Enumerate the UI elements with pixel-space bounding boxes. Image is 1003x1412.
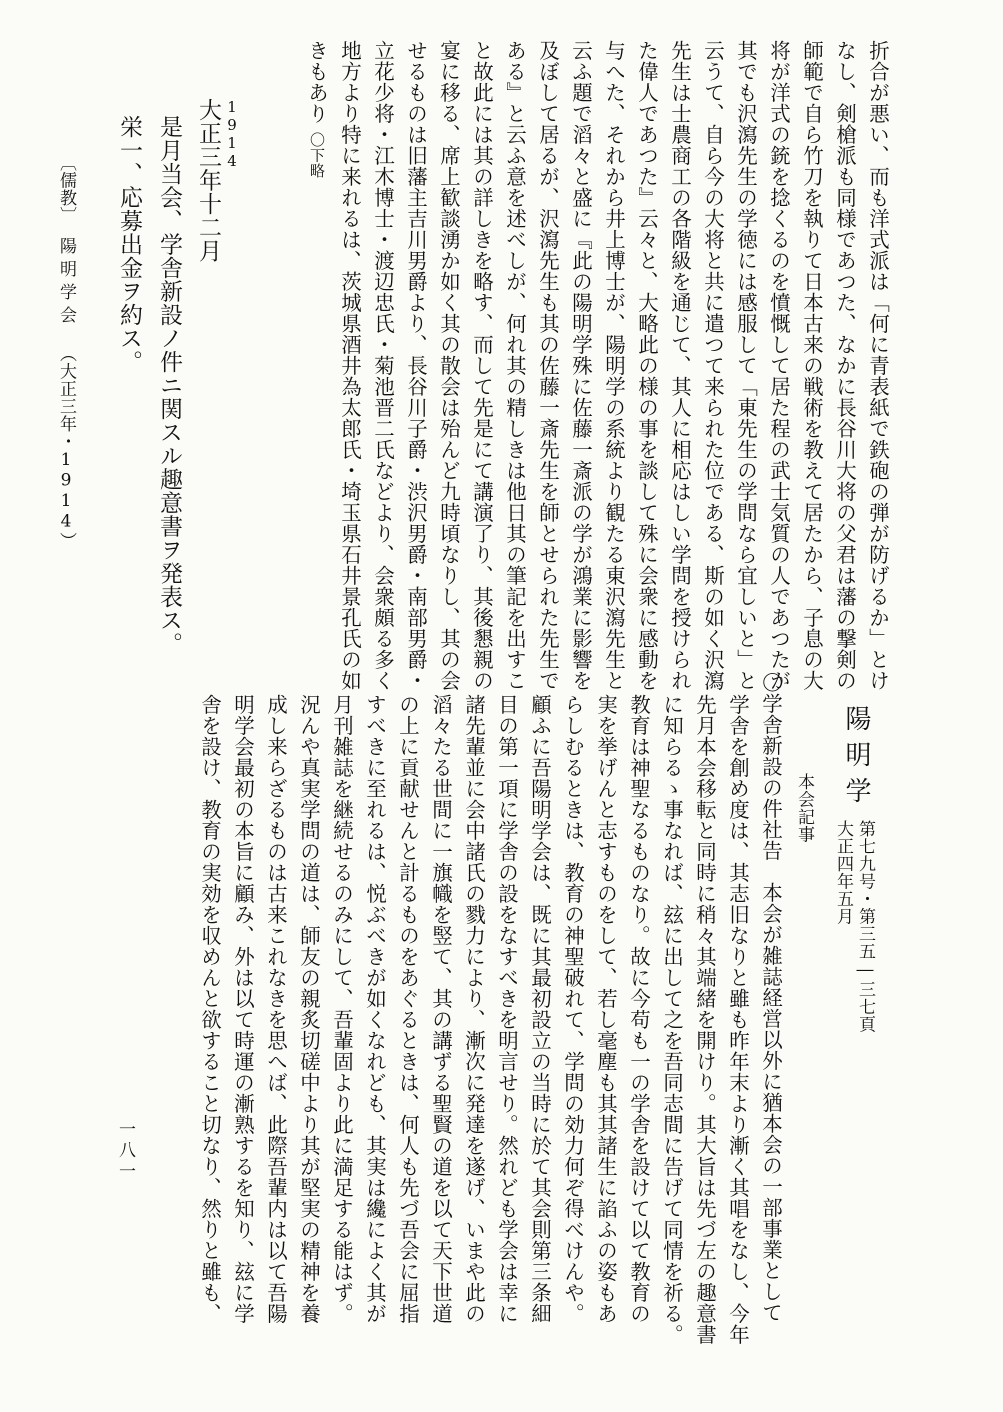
upper-line: 地方より特に来れるは、茨城県酒井為太郎氏・埼玉県石井景孔氏の如: [337, 40, 362, 691]
upper-line: ある』と云ふ意を述べしが、何れ其の精しきは他日其の筆記を出すこ: [502, 40, 527, 691]
upper-line: 及ぼして居るが、沢瀉先生も其の佐藤一斎先生を師とせられた先生で: [535, 40, 560, 691]
western-year: 1914: [223, 98, 241, 170]
entry-line-1: 是月当会、学舎新設ノ件ニ関スル趣意書ヲ発表ス。: [156, 115, 182, 656]
upper-line: 云うて、自ら今の大将と共に遣つて来られた位である、斯の如く沢瀉: [700, 40, 725, 691]
source-group: 陽明学会: [56, 237, 76, 329]
lower-line: 舎を設け、教育の実効を収めんと欲すること切なり、然りと雖も、: [197, 694, 222, 1324]
lower-line: 月刊雑誌を継続せるのみにして、吾輩固より此に満足する能はず。: [329, 694, 354, 1324]
upper-line: なし、剣槍派も同様であつた、なかに長谷川大将の父君は藩の撃剣の: [832, 40, 857, 691]
section-title: 本会記事: [794, 773, 814, 843]
omission-note: 〇下略: [308, 132, 326, 179]
upper-line: 宴に移る、席上歓談湧か如く其の散会は殆んど九時頃なりし、其の会: [436, 40, 461, 691]
page-number: 一八一: [115, 1120, 135, 1183]
lower-line: に知らるゝ事なれば、玆に出して之を吾同志間に告げて同情を祈る。: [659, 694, 684, 1345]
lower-line: 実を挙げんと志すものをして、若し毫塵も其其諸生に諂ふの姿もあ: [593, 694, 618, 1324]
upper-line: 先生は士農商工の各階級を通じて、其人に相応はしい学問を授けられ: [667, 40, 692, 691]
journal-issue: 第七九号・第三五―三七頁: [855, 820, 875, 1033]
lower-line: 先月本会移転と同時に稍々其端緒を開けり。其大旨は先づ左の趣意書: [692, 694, 717, 1345]
lower-line: 顧ふに吾陽明学会は、既に其最初設立の当時に於て其会則第三条細: [527, 694, 552, 1324]
source-period: （大正三年・1914）: [56, 345, 76, 550]
upper-line: 折合が悪い、而も洋式派は「何に青表紙で鉄砲の弾が防げるか」とけ: [865, 40, 890, 691]
lower-line: の上に貢献せんと計るものをあぐるときは、何人も先づ吾会に屈指: [395, 694, 420, 1324]
journal-title: 陽明学: [841, 705, 871, 813]
lower-line: 諸先輩並に会中諸氏の戮力により、漸次に発達を遂げ、いまや此の: [461, 694, 486, 1324]
lower-line: すべきに至れるは、悦ぶべきが如くなれども、其実は纔によく其が: [362, 694, 387, 1324]
entry-date: 大正三年十二月: [195, 98, 221, 263]
lower-line: 目の第一項に学舎の設をなすべきを明言せり。然れども学会は幸に: [494, 694, 519, 1324]
lower-line: らしむるときは、教育の神聖破れて、学問の効力何ぞ得べけんや。: [560, 694, 585, 1324]
lower-line: 成し来らざるものは古来これなきを思へば、此際吾輩内は以て吾陽: [263, 694, 288, 1324]
upper-line: 其でも沢瀉先生の学徳には感服して「東先生の学問なら宜しいと」と: [733, 40, 758, 691]
lower-line: 滔々たる世間に一旗幟を竪て、其の講ずる聖賢の道を以て天下世道: [428, 694, 453, 1324]
upper-line: と故此には其の詳しきを略す、而して先是にて講演了り、其後懇親の: [469, 40, 494, 691]
upper-line: 云ふ題で滔々と盛に『此の陽明学殊に佐藤一斎派の学が鴻業に影響を: [568, 40, 593, 691]
upper-line: 与へた、それから井上博士が、陽明学の系統より観たる東沢瀉先生と: [601, 40, 626, 691]
lower-line: 況んや真実学問の道は、師友の親炙切磋中より其が堅実の精神を養: [296, 694, 321, 1324]
journal-issue-date: 大正四年五月: [833, 820, 853, 925]
upper-last-line: きもあり: [304, 40, 329, 124]
lower-line: 教育は神聖なるものなり。故に今苟も一の学舎を設けて以て教育の: [626, 694, 651, 1324]
lower-line: 学舎を創め度は、其志旧なりと雖も昨年末より漸く其唱をなし、今年: [725, 694, 750, 1345]
upper-line: 将が洋式の銃を捻くるのを憤慨して居た程の武士気質の人であつたが: [766, 40, 791, 691]
upper-line: 立花少将・江木博士・渡辺忠氏・菊池晋二氏などより、会衆頗る多く: [370, 40, 395, 691]
upper-line: せるものは旧藩主吉川男爵より、長谷川子爵・渋沢男爵・南部男爵・: [403, 40, 428, 691]
upper-line: た偉人であつた』云々と、大略此の様の事を談して殊に会衆に感動を: [634, 40, 659, 691]
lower-line: 〇学舎新設の件社告 本会が雑誌経営以外に猶本会の一部事業として: [758, 672, 783, 1323]
source-category: 〔儒教〕: [56, 154, 76, 224]
upper-line: 師範で自ら竹刀を執りて日本古来の戦術を教えて居たから、子息の大: [799, 40, 824, 691]
entry-line-2: 栄一、応募出金ヲ約ス。: [116, 115, 142, 374]
lower-line: 明学会最初の本旨に顧み、外は以て時運の漸熟するを知り、玆に学: [230, 694, 255, 1324]
